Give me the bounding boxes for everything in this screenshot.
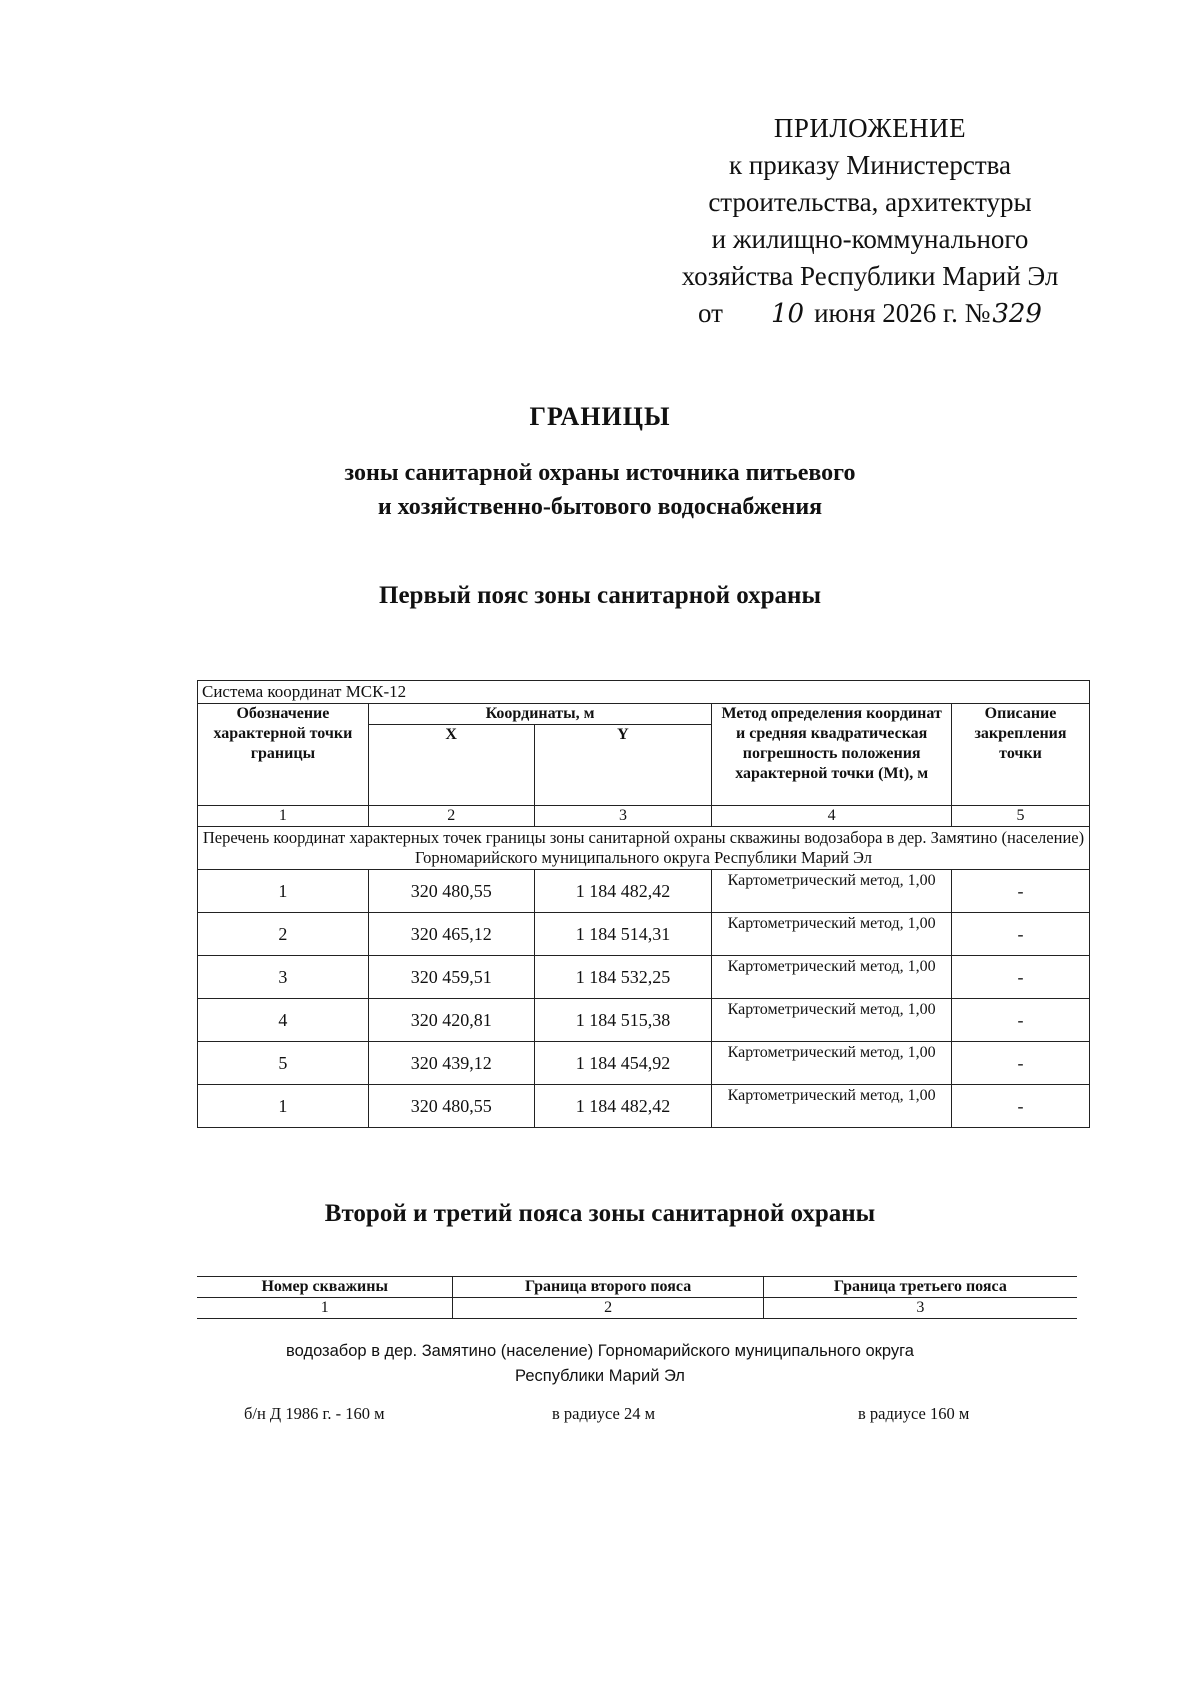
zones-table-numbers (197, 1298, 1077, 1318)
col-well-header: Номер скважины (197, 1277, 453, 1297)
y-cell: 1 184 532,25 (534, 956, 712, 999)
method-cell: Картометрический метод, 1,00 (712, 1085, 952, 1128)
point-cell: 2 (198, 913, 369, 956)
point-cell: 1 (198, 870, 369, 913)
col-number: 4 (712, 806, 952, 827)
point-cell: 1 (198, 1085, 369, 1128)
y-cell: 1 184 514,31 (534, 913, 712, 956)
coordinates-table (197, 680, 1090, 1128)
point-cell: 3 (198, 956, 369, 999)
col-desc-header: Описание закрепления точки (952, 704, 1090, 806)
appendix-title: ПРИЛОЖЕНИЕ (773, 113, 967, 143)
appendix-date-line (620, 295, 1120, 333)
y-cell: 1 184 515,38 (534, 999, 712, 1042)
handwritten-number: 329 (992, 299, 1042, 329)
x-cell: 320 480,55 (368, 870, 534, 913)
col-number: 1 (197, 1298, 453, 1318)
table-row (198, 956, 1090, 999)
col-number: 5 (952, 806, 1090, 827)
table-row (198, 1042, 1090, 1085)
method-cell: Картометрический метод, 1,00 (712, 913, 952, 956)
table-row (198, 913, 1090, 956)
col-x-header: X (368, 725, 534, 806)
x-cell: 320 459,51 (368, 956, 534, 999)
handwritten-day: 10 (770, 299, 805, 329)
x-cell: 320 480,55 (368, 1085, 534, 1128)
desc-cell: - (952, 1085, 1090, 1128)
point-cell: 5 (198, 1042, 369, 1085)
col-number: 1 (198, 806, 369, 827)
col-number: 3 (534, 806, 712, 827)
point-cell: 4 (198, 999, 369, 1042)
date-rest: июня 2026 г. № (814, 298, 991, 328)
table-row (198, 1085, 1090, 1128)
col-method-header: Метод определения координат и средняя квадратическая погрешность положения характерной точки (Mt), м (712, 704, 952, 806)
desc-cell: - (952, 956, 1090, 999)
subheading-line-2: и хозяйственно-бытового водоснабжения (377, 494, 823, 520)
table-rule (197, 1318, 1077, 1319)
y-cell: 1 184 482,42 (534, 1085, 712, 1128)
table-row (198, 999, 1090, 1042)
well-number: б/н Д 1986 г. - 160 м (244, 1404, 385, 1423)
col-y-header: Y (534, 725, 712, 806)
desc-cell: - (952, 870, 1090, 913)
points-list-title: Перечень координат характерных точек границы зоны санитарной охраны скважины водозабора в дер. Замятино (население) Горномарийского муниципального округа Республики Марий Эл (198, 827, 1090, 870)
table-row (198, 870, 1090, 913)
coordinate-system: Система координат МСК-12 (198, 681, 1090, 704)
intake-description: водозабор в дер. Замятино (население) Горномарийского муниципального округа Республики Марий Эл (286, 1342, 914, 1385)
main-heading: ГРАНИЦЫ (529, 402, 671, 431)
col-zone3-header: Граница третьего пояса (833, 1278, 1007, 1295)
zone3-boundary: в радиусе 160 м (858, 1404, 970, 1423)
method-cell: Картометрический метод, 1,00 (712, 870, 952, 913)
y-cell: 1 184 482,42 (534, 870, 712, 913)
col-coords-header: Координаты, м (368, 704, 711, 725)
col-number: 3 (916, 1299, 925, 1316)
zone2-boundary: в радиусе 24 м (552, 1404, 656, 1423)
desc-cell: - (952, 913, 1090, 956)
col-point-header: Обозначение характерной точки границы (198, 704, 369, 806)
section1-title: Первый пояс зоны санитарной охраны (379, 582, 821, 609)
col-number: 2 (453, 1298, 763, 1318)
section2-title: Второй и третий пояса зоны санитарной охраны (324, 1200, 876, 1227)
zones-table-header (197, 1277, 1077, 1297)
appendix-line: и жилищно-коммунального (711, 224, 1029, 254)
desc-cell: - (952, 1042, 1090, 1085)
method-cell: Картометрический метод, 1,00 (712, 1042, 952, 1085)
appendix-line: строительства, архитектуры (708, 187, 1032, 217)
method-cell: Картометрический метод, 1,00 (712, 956, 952, 999)
y-cell: 1 184 454,92 (534, 1042, 712, 1085)
subheading-line-1: зоны санитарной охраны источника питьевого (344, 460, 856, 486)
x-cell: 320 465,12 (368, 913, 534, 956)
col-number: 2 (368, 806, 534, 827)
appendix-line: к приказу Министерства (728, 150, 1012, 180)
desc-cell: - (952, 999, 1090, 1042)
method-cell: Картометрический метод, 1,00 (712, 999, 952, 1042)
x-cell: 320 420,81 (368, 999, 534, 1042)
appendix-block (620, 110, 1120, 333)
x-cell: 320 439,12 (368, 1042, 534, 1085)
col-zone2-header: Граница второго пояса (453, 1277, 763, 1297)
appendix-line: хозяйства Республики Марий Эл (681, 261, 1059, 291)
date-prefix: от (698, 298, 723, 328)
